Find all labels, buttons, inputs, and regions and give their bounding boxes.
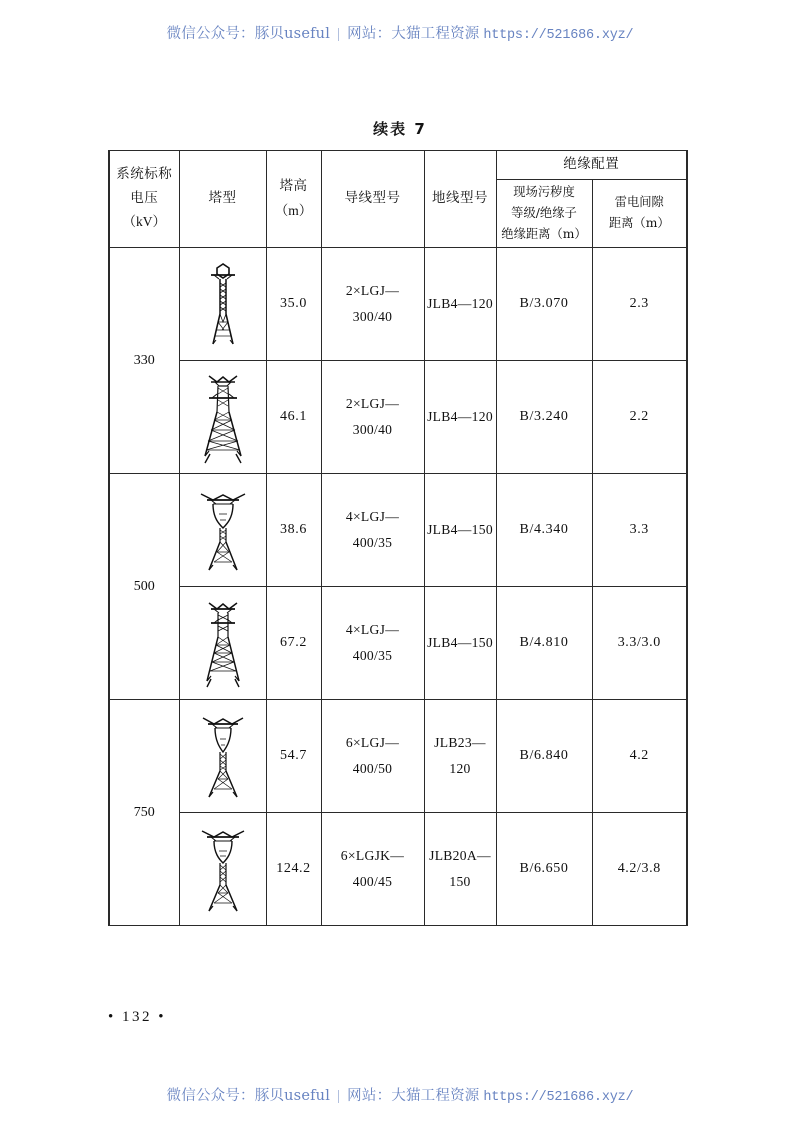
watermark-separator: | (337, 1088, 341, 1104)
cell-ground-wire-type (424, 587, 496, 700)
cell-lightning-gap: 2.2 (592, 361, 687, 474)
watermark-bottom (0, 1084, 800, 1105)
cell-conductor-type (321, 813, 424, 926)
cell-lightning-gap: 4.2/3.8 (592, 813, 687, 926)
cell-tower-height: 46.1 (266, 361, 321, 474)
cell-ground-wire-type (424, 248, 496, 361)
watermark-top (0, 22, 800, 43)
cell-tower-type (179, 587, 266, 700)
watermark-separator: | (337, 26, 341, 42)
header-tower-height-line2: （m） (274, 202, 313, 218)
cell-conductor-type (321, 361, 424, 474)
cell-conductor-type (321, 700, 424, 813)
cell-insulation: B/6.840 (496, 700, 592, 813)
table-title: 续表 7 (373, 120, 427, 138)
cell-tower-type (179, 248, 266, 361)
cell-conductor-line2: 300/40 (352, 422, 393, 438)
cell-lightning-gap: 4.2 (592, 700, 687, 813)
cell-conductor-line2: 400/35 (352, 535, 393, 551)
cell-insulation: B/6.650 (496, 813, 592, 926)
header-pollution-line2: 等级/绝缘子 (511, 205, 577, 220)
cell-conductor-line2: 400/50 (352, 761, 393, 777)
cell-conductor-line1: 2×LGJ— (345, 395, 400, 411)
table-row (109, 474, 687, 587)
watermark-wechat-label: 微信公众号：豚贝useful (166, 1088, 331, 1104)
cell-conductor-line2: 400/35 (352, 648, 393, 664)
cell-tower-height: 67.2 (266, 587, 321, 700)
cell-lightning-gap: 3.3/3.0 (592, 587, 687, 700)
table-body (109, 248, 687, 926)
header-tower-type: 塔型 (179, 151, 266, 248)
cell-lightning-gap: 2.3 (592, 248, 687, 361)
cell-tower-height: 54.7 (266, 700, 321, 813)
cell-conductor-type (321, 248, 424, 361)
table-row (109, 813, 687, 926)
cell-lightning-gap: 3.3 (592, 474, 687, 587)
watermark-url: https://521686.xyz/ (483, 1090, 634, 1105)
tower-lattice-multiarm-icon (181, 363, 265, 471)
cell-ground-wire-type (424, 474, 496, 587)
cell-conductor-line1: 6×LGJ— (345, 734, 400, 750)
cell-ground-wire-line1: JLB20A— (429, 847, 491, 863)
table-row (109, 700, 687, 813)
tower-cup-wide-icon (181, 476, 265, 584)
cell-insulation: B/3.070 (496, 248, 592, 361)
cell-conductor-line1: 4×LGJ— (345, 621, 400, 637)
table-row (109, 361, 687, 474)
cell-ground-wire-line1: JLB23—120 (434, 734, 486, 777)
header-lightning-line2: 距离（m） (608, 216, 670, 231)
header-tower-height-line1: 塔高 (279, 177, 308, 194)
tower-cup-750a-icon (181, 702, 265, 810)
watermark-site-label: 网站：大猫工程资源 (347, 26, 480, 42)
cell-voltage: 330 (109, 248, 179, 474)
cell-insulation: B/4.810 (496, 587, 592, 700)
header-tower-height (266, 151, 321, 248)
cell-conductor-line1: 4×LGJ— (345, 508, 400, 524)
table-row (109, 248, 687, 361)
header-conductor-type: 导线型号 (321, 151, 424, 248)
header-pollution-insulation (496, 179, 592, 247)
header-pollution-line1: 现场污秽度 (513, 184, 575, 199)
cell-tower-height: 124.2 (266, 813, 321, 926)
cell-tower-type (179, 813, 266, 926)
cell-conductor-type (321, 474, 424, 587)
cell-tower-height: 35.0 (266, 248, 321, 361)
tower-lattice-tall-icon (181, 589, 265, 697)
header-ground-wire-type: 地线型号 (424, 151, 496, 248)
cell-conductor-line2: 300/40 (352, 309, 393, 325)
cell-ground-wire-type (424, 361, 496, 474)
watermark-url: https://521686.xyz/ (483, 28, 634, 43)
header-lightning-gap (592, 179, 687, 247)
header-voltage-line3: （kV） (122, 214, 166, 230)
cell-conductor-line2: 400/45 (352, 874, 393, 890)
cell-tower-type (179, 361, 266, 474)
tower-parameters-table (108, 150, 688, 926)
cell-ground-wire-type (424, 813, 496, 926)
cell-conductor-line1: 2×LGJ— (345, 282, 400, 298)
cell-ground-wire-line2: 150 (449, 874, 471, 890)
cell-insulation: B/4.340 (496, 474, 592, 587)
header-voltage-line1: 系统标称 (116, 166, 173, 183)
watermark-wechat-label: 微信公众号：豚贝useful (166, 26, 331, 42)
cell-ground-wire-line1: JLB4—120 (427, 408, 493, 424)
header-lightning-line1: 雷电间隙 (614, 195, 664, 210)
cell-tower-type (179, 700, 266, 813)
cell-insulation: B/3.240 (496, 361, 592, 474)
cell-ground-wire-line1: JLB4—120 (427, 295, 493, 311)
cell-ground-wire-type (424, 700, 496, 813)
cell-conductor-line1: 6×LGJK— (340, 847, 405, 863)
watermark-site-label: 网站：大猫工程资源 (347, 1088, 480, 1104)
tower-cup-750b-icon (181, 815, 265, 923)
cell-ground-wire-line1: JLB4—150 (427, 634, 493, 650)
cell-ground-wire-line1: JLB4—150 (427, 521, 493, 537)
header-pollution-line3: 绝缘距离（m） (501, 226, 587, 241)
tower-cathead-slim-icon (181, 250, 265, 358)
cell-voltage: 750 (109, 700, 179, 926)
cell-conductor-type (321, 587, 424, 700)
cell-voltage: 500 (109, 474, 179, 700)
cell-tower-height: 38.6 (266, 474, 321, 587)
page-number: • 132 • (108, 1009, 167, 1025)
header-voltage (109, 151, 179, 248)
header-insulation-group: 绝缘配置 (496, 151, 687, 180)
table-row (109, 587, 687, 700)
cell-tower-type (179, 474, 266, 587)
table-header (109, 151, 687, 248)
header-voltage-line2: 电压 (130, 189, 159, 206)
